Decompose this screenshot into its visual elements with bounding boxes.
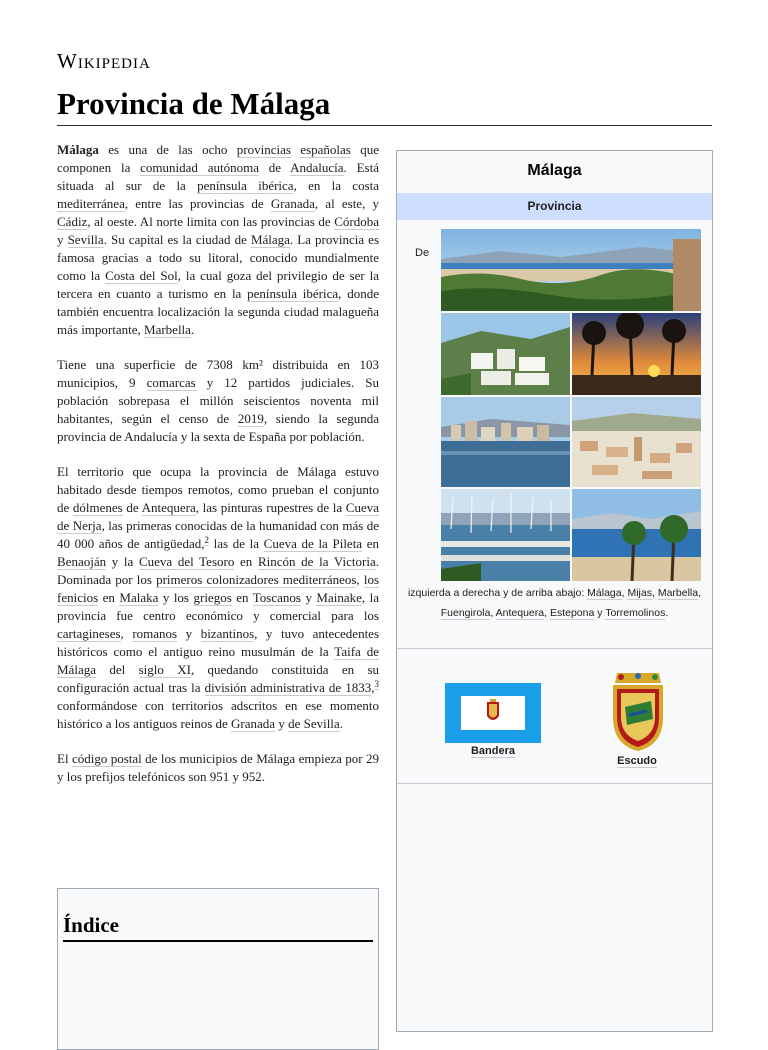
shield-label[interactable]: Escudo [617,755,657,767]
inline-link[interactable]: romanos [132,626,178,641]
paragraph-intro: Málaga es una de las ocho provincias españolas que componen la comunidad autónoma de Andalucía. Está situada al sur de la península ibérica, en la costa mediterránea, entre las provincias de Granada, al este, y Cádiz, al oeste. Al norte limita con las provincias de Córdoba y Sevilla. Su capital es la ciudad de Málaga. La provincia es famosa gracias a todo su litoral, conocido mundialmente como la Costa del Sol, la cual goza del privilegio de ser la tercera en cuanto a turismo en la península ibérica, donde también encuentra localización la segunda ciudad malagueña más importante, Marbella. [57,142,380,337]
photo-fuengirola[interactable] [441,397,570,487]
inline-link[interactable]: división administrativa de 1833 [204,680,372,695]
title-divider [57,125,712,126]
inline-link[interactable]: Fuengirola [440,607,491,619]
inline-link[interactable]: Córdoba [334,214,379,229]
inline-link[interactable]: Cueva de Nerja [57,500,379,533]
table-of-contents [57,888,379,1050]
inline-link[interactable]: Sevilla [67,232,104,247]
photo-estepona[interactable] [441,489,570,581]
inline-link[interactable]: Mainake [316,590,362,605]
paragraph-history: El territorio que ocupa la provincia de Málaga estuvo habitado desde tiempos remotos, como prueban el conjunto de dólmenes de Antequera, las pinturas rupestres de la Cueva de Nerja, las primeras conocidas de la humanidad con más de 40 000 años de antigüedad,$^2$ las de la Cueva de la Pileta en Benaoján y la Cueva del Tesoro en Rincón de la Victoria. Dominada por los primeros colonizadores mediterráneos, los fenicios en Malaka y los griegos en Toscanos y Mainake, la provincia fue centro económico y comercial para los cartagineses, romanos y bizantinos, y tuvo antecedentes históricos como el antiguo reino musulmán de la Taifa de Málaga del siglo XI, quedando constituida en su configuración actual tras la división administrativa de 1833,$^3$ conformándose con territorios adscritos en ese momento histórico a los antiguos reinos de Granada y de Sevilla. [57,464,380,731]
inline-link[interactable]: Benaoján [57,554,107,569]
infobox-divider-2 [397,783,712,784]
reference-link[interactable]: 3 [374,678,379,689]
inline-link[interactable]: Cueva del Tesoro [138,554,235,569]
inline-link[interactable]: Cueva de la Pileta [263,536,363,551]
inline-link[interactable]: Málaga [250,232,290,247]
page-title: Provincia de Málaga [57,86,331,121]
inline-link[interactable]: mediterránea [57,196,125,211]
inline-link[interactable]: Taifa de Málaga [57,644,379,677]
inline-link[interactable]: Andalucía [290,160,344,175]
inline-link[interactable]: Marbella [144,322,191,337]
inline-link[interactable]: cartagineses [57,626,121,641]
inline-link[interactable]: primeros colonizadores mediterráneos [156,572,357,587]
inline-link[interactable]: de Sevilla [288,716,340,731]
flag-label[interactable]: Bandera [470,745,516,757]
toc-title: Índice [63,913,120,937]
toc-divider [63,940,373,942]
inline-link[interactable]: código postal [71,751,142,766]
inline-link[interactable]: 2019 [237,411,264,426]
infobox-divider-1 [397,648,712,649]
reference-link[interactable]: 2 [204,534,209,545]
inline-link[interactable]: Toscanos [252,590,301,605]
wikipedia-wordmark[interactable]: Wikipedia [57,49,151,73]
inline-link[interactable]: siglo XI [138,662,191,677]
article-body [57,141,379,803]
photo-marbella[interactable] [572,313,701,395]
inline-link[interactable]: península ibérica [197,178,294,193]
inline-link[interactable]: comarcas [146,375,196,390]
inline-link[interactable]: provincias [236,142,291,157]
inline-link[interactable]: Antequera [141,500,196,515]
infobox-de-label: De [415,247,430,259]
province-coat-of-arms[interactable] [607,671,669,753]
inline-link[interactable]: comunidad autónoma [140,160,259,175]
province-flag[interactable] [445,683,541,743]
inline-link[interactable]: Malaka [119,590,159,605]
inline-link[interactable]: bizantinos [200,626,255,641]
inline-link[interactable]: Málaga [587,587,622,599]
inline-link[interactable]: Rincón de la Victoria [257,554,376,569]
infobox-title: Málaga [527,162,582,179]
inline-link[interactable]: españolas [300,142,351,157]
inline-link[interactable]: Costa del Sol [105,268,178,283]
inline-link[interactable]: Marbella [657,587,699,599]
inline-link[interactable]: dólmenes [72,500,123,515]
inline-link[interactable]: Torremolinos [605,607,666,619]
bold-term: Málaga [57,142,99,157]
inline-link[interactable]: Cádiz [57,214,88,229]
photo-torremolinos[interactable] [572,489,701,581]
inline-link[interactable]: Antequera [495,607,545,619]
inline-link[interactable]: Mijas [627,587,652,599]
inline-link[interactable]: Granada [270,196,315,211]
flag-emblem [461,696,525,730]
flag-white-field [461,696,525,730]
photo-antequera[interactable] [572,397,701,487]
inline-link[interactable]: los fenicios [57,572,379,605]
collage-caption: izquierda a derecha y de arriba abajo: Málaga, Mijas, Marbella, Fuengirola, Antequera, Estepona y Torremolinos. [407,587,702,619]
paragraph-postal: El código postal de los municipios de Málaga empieza por 29 y los prefijos telefónicos son 951 y 952. [57,751,379,784]
infobox [396,150,713,1032]
inline-link[interactable]: Estepona [549,607,595,619]
inline-link[interactable]: griegos [193,590,232,605]
photo-malaga-panorama[interactable] [441,229,701,311]
inline-link[interactable]: península ibérica [247,286,339,301]
infobox-type[interactable]: Provincia [397,193,712,220]
photo-mijas[interactable] [441,313,570,395]
paragraph-geography: Tiene una superficie de 7308 km² distribuida en 103 municipios, 9 comarcas y 12 partidos judiciales. Su población sobrepasa el millón seiscientos noventa mil habitantes, según el censo de 2019, siendo la segunda provincia de Andalucía y la sexta de España por población. [57,357,379,444]
inline-link[interactable]: Granada [231,716,276,731]
